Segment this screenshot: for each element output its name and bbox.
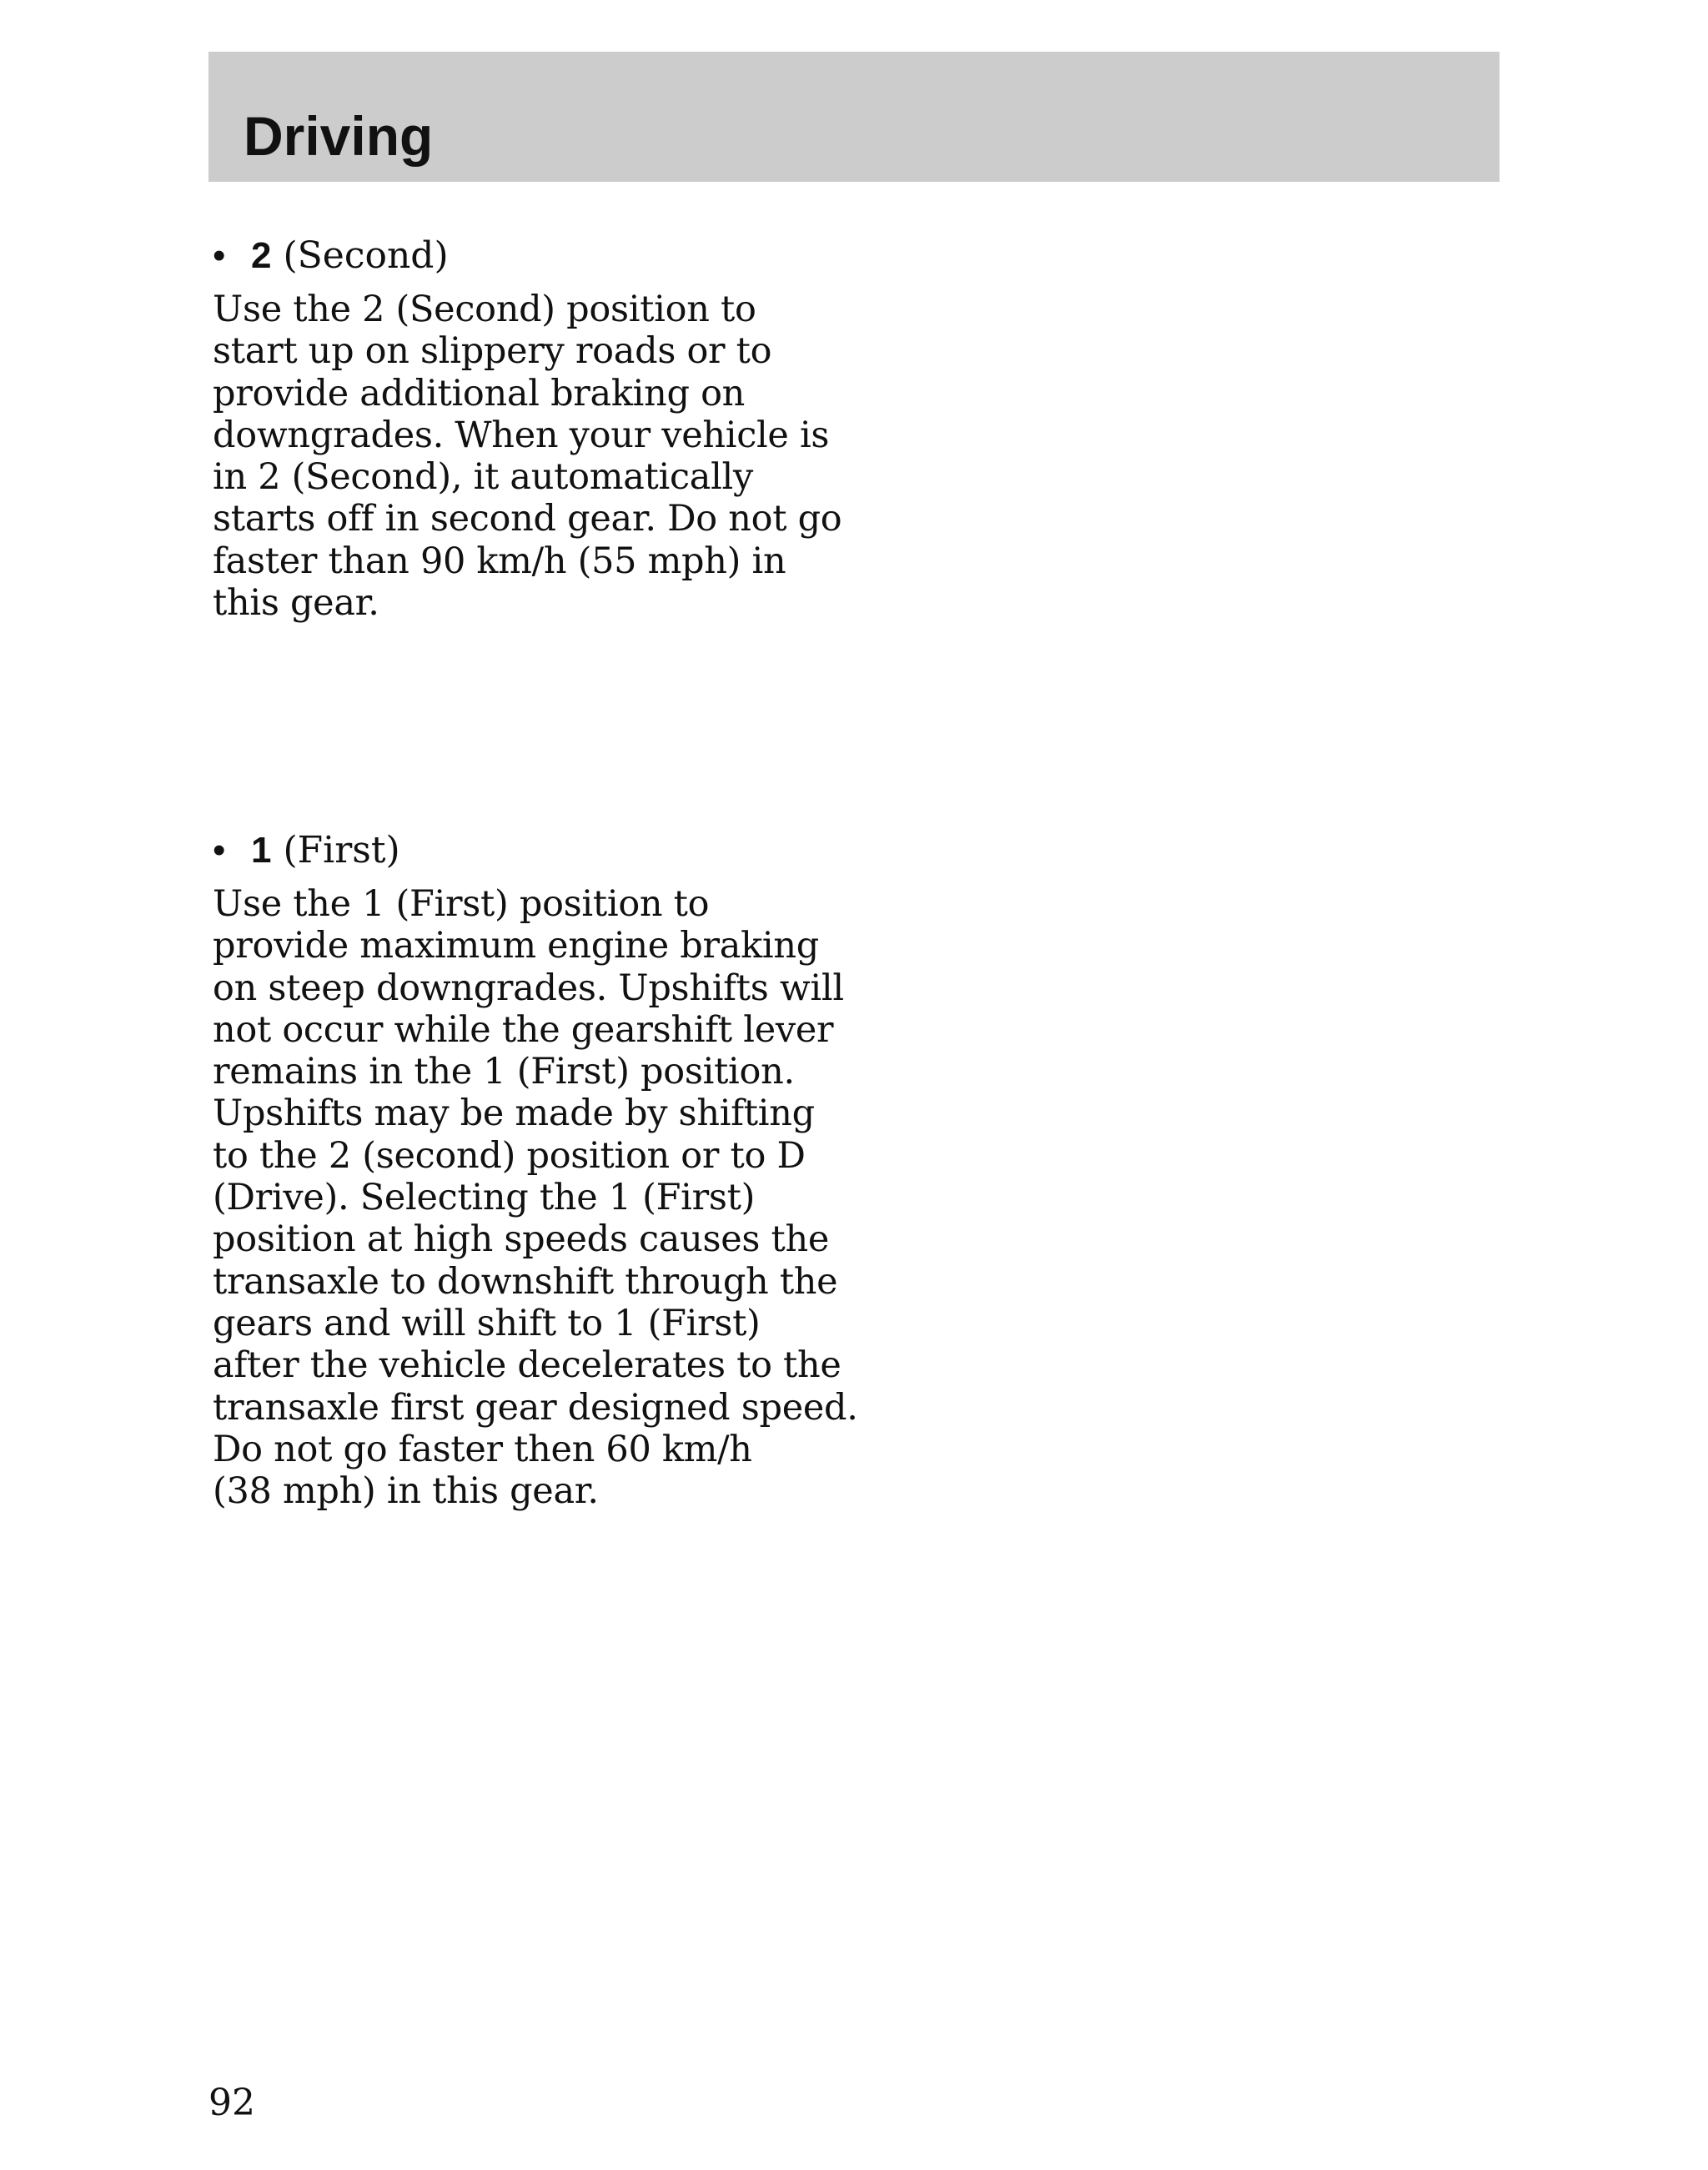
paragraph-line: Upshifts may be made by shifting [213, 1093, 815, 1135]
paragraph-line: transaxle to downshift through the [213, 1260, 838, 1303]
paragraph-line: after the vehicle decelerates to the [213, 1344, 841, 1387]
paragraph-line: remains in the 1 (First) position. [213, 1051, 795, 1093]
gear-section-second [213, 235, 846, 624]
paragraph-line: to the 2 (second) position or to D [213, 1134, 806, 1177]
gear-section-first [213, 829, 858, 1513]
section-header-band [208, 52, 1500, 182]
gear-description-second [213, 289, 846, 624]
paragraph-line: Use the 1 (First) position to [213, 883, 710, 925]
gear-description-first [213, 883, 858, 1513]
paragraph-line: gears and will shift to 1 (First) [213, 1302, 761, 1344]
paragraph-line: provide additional braking on [213, 372, 746, 414]
paragraph-line: transaxle first gear designed speed. [213, 1386, 858, 1429]
paragraph-line: faster than 90 km/h (55 mph) in [213, 540, 786, 582]
gear-number: 2 [251, 235, 272, 276]
paragraph-line: Use the 2 (Second) position to [213, 289, 756, 330]
paragraph-line: on steep downgrades. Upshifts will [213, 967, 844, 1009]
paragraph-line: starts off in second gear. Do not go [213, 498, 842, 540]
paragraph-line: start up on slippery roads or to [213, 330, 772, 373]
paragraph-line: not occur while the gearshift lever [213, 1008, 834, 1051]
paragraph-line: this gear. [213, 582, 379, 625]
gear-heading-second [213, 235, 846, 277]
gear-number: 1 [251, 830, 272, 871]
gear-name: (First) [283, 829, 400, 872]
paragraph-line: position at high speeds causes the [213, 1218, 830, 1261]
paragraph-line: (38 mph) in this gear. [213, 1470, 599, 1513]
paragraph-line: (Drive). Selecting the 1 (First) [213, 1177, 756, 1219]
paragraph-line: in 2 (Second), it automatically [213, 456, 753, 499]
paragraph-line: provide maximum engine braking [213, 925, 819, 967]
paragraph-line: Do not go faster then 60 km/h [213, 1428, 752, 1470]
bullet-icon: • [213, 235, 226, 276]
bullet-icon: • [213, 830, 226, 871]
paragraph-line: downgrades. When your vehicle is [213, 414, 830, 456]
page-number: 92 [208, 2082, 255, 2124]
gear-name: (Second) [283, 234, 449, 277]
gear-heading-first [213, 830, 846, 872]
page-title: Driving [244, 105, 434, 167]
